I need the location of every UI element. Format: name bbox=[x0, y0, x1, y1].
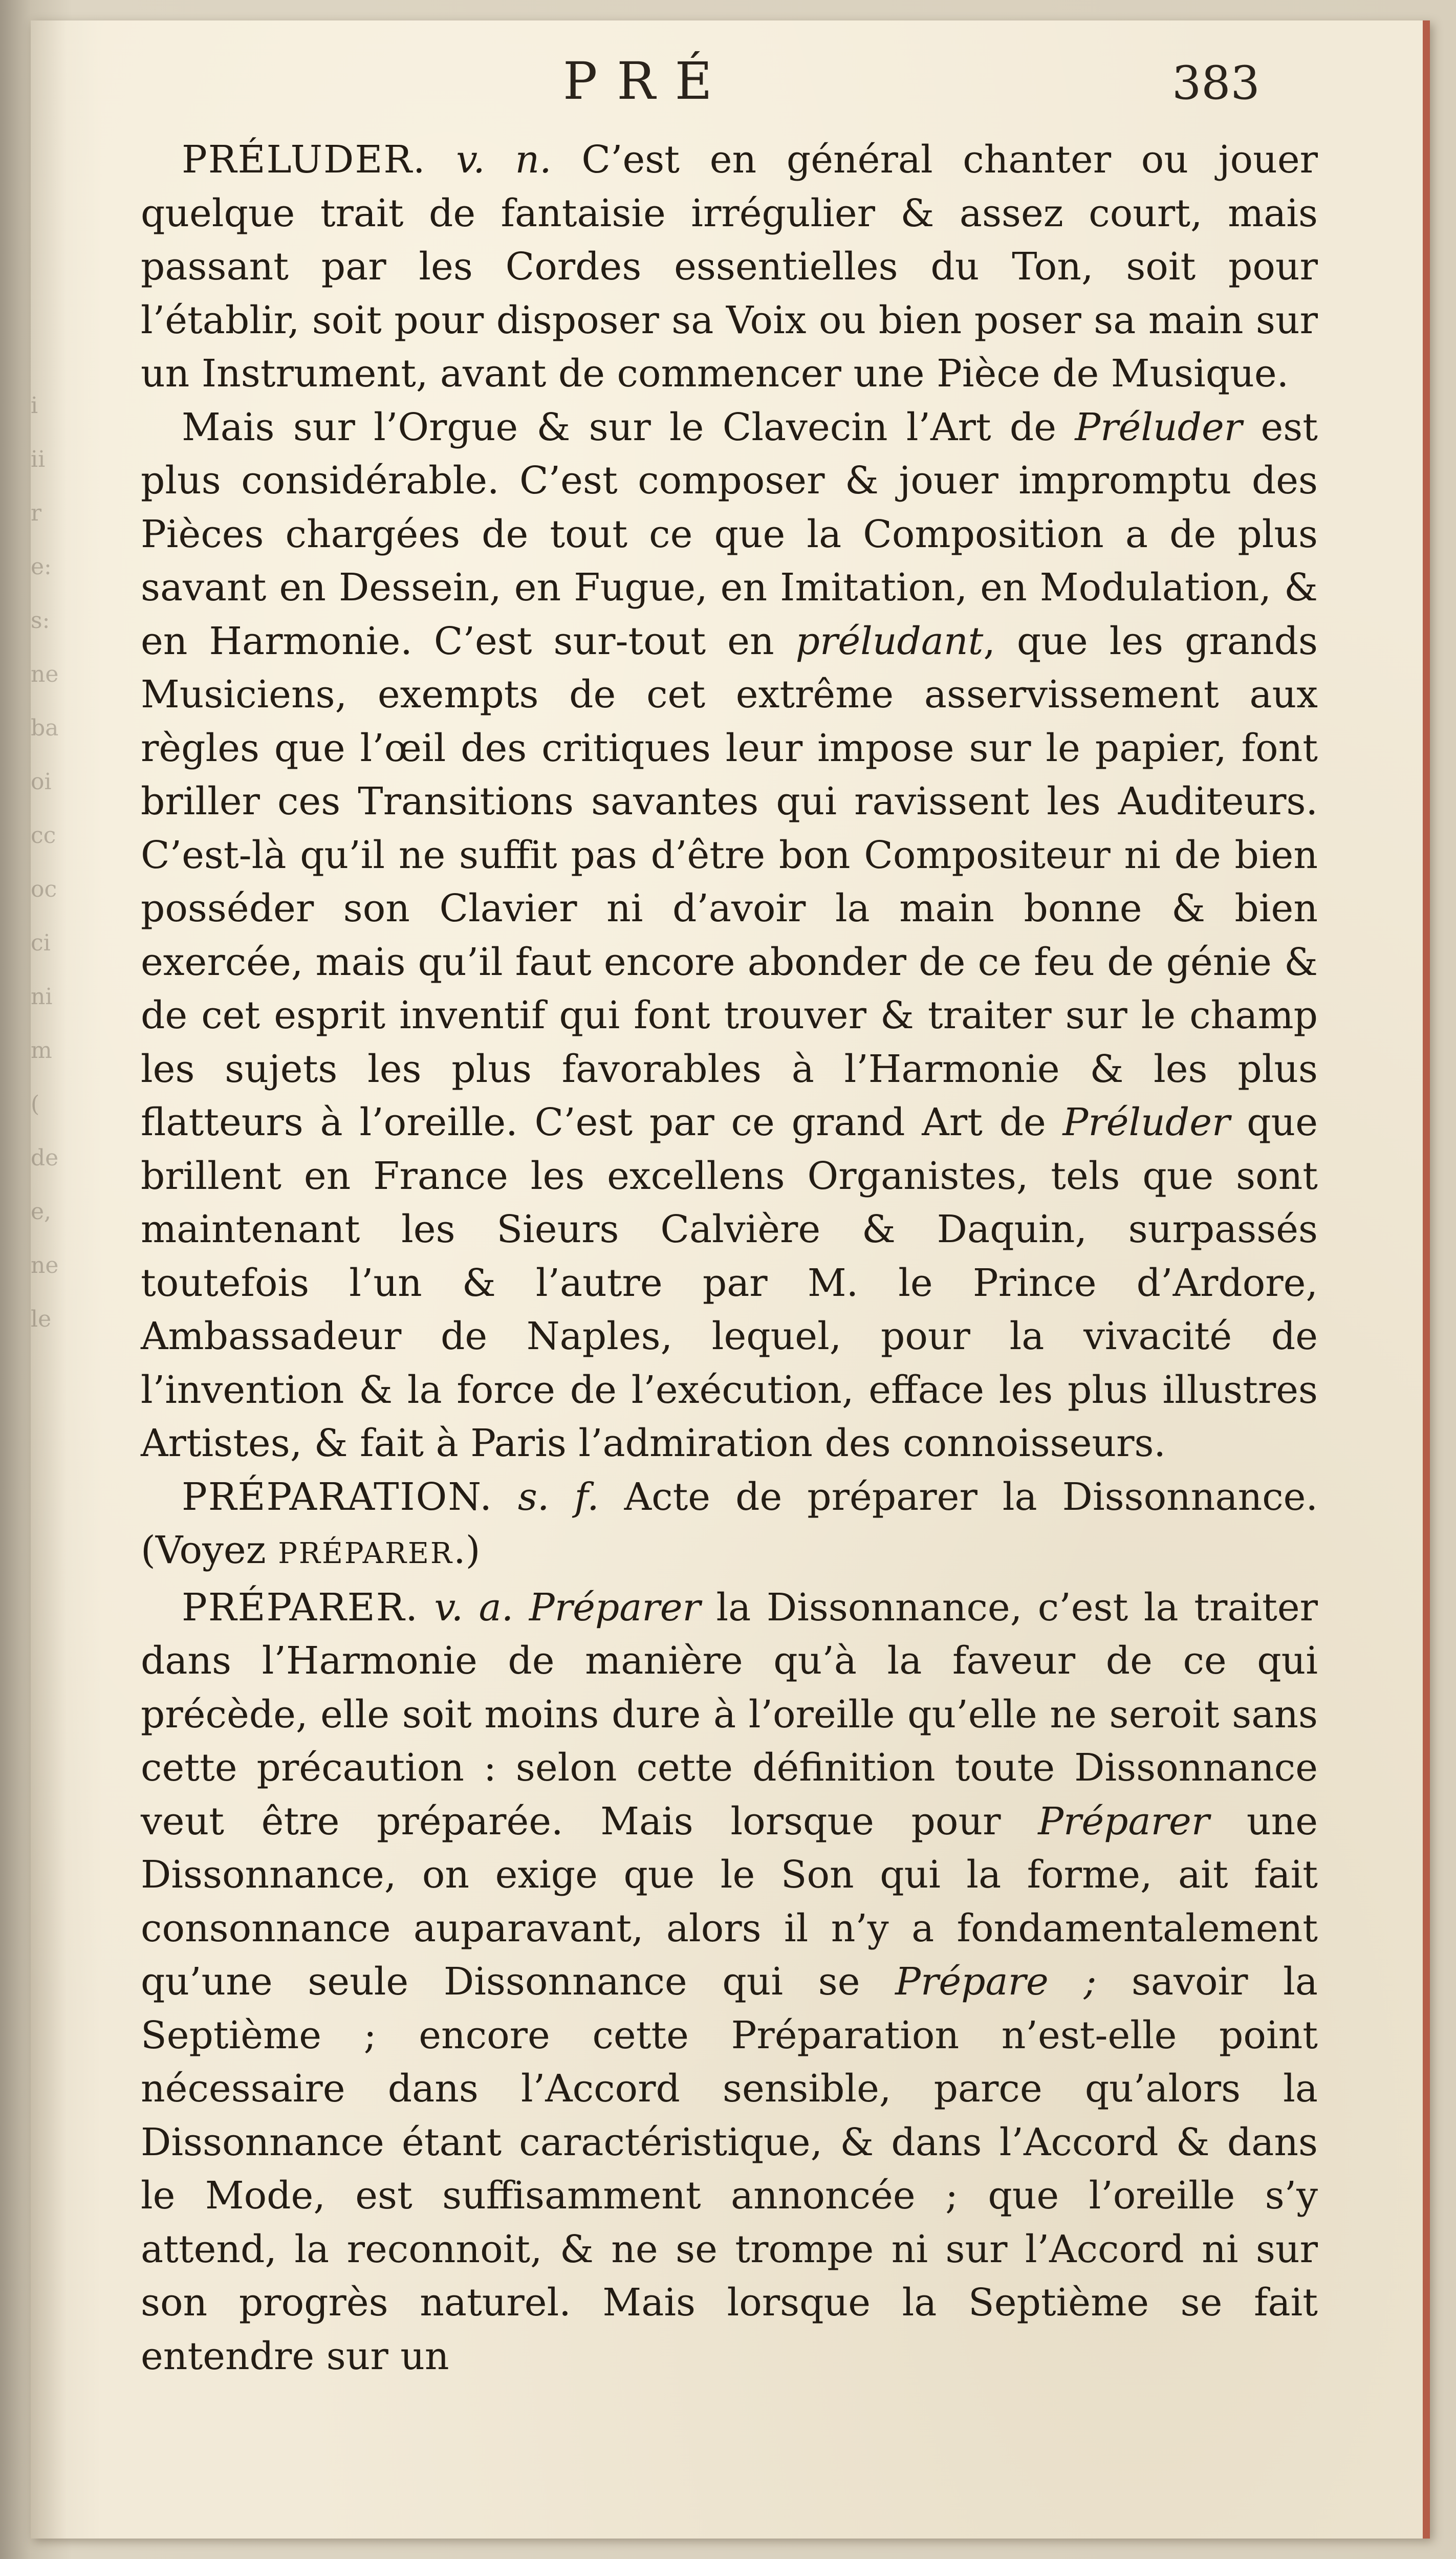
bleed-fragment: r bbox=[31, 500, 42, 526]
paragraph bbox=[141, 133, 1318, 401]
grammar-label: v. n. bbox=[456, 138, 552, 182]
entry-headword: PRÉPARATION. bbox=[182, 1474, 493, 1519]
entry-headword: PRÉLUDER. bbox=[182, 138, 426, 182]
italic-run: Préparer bbox=[1038, 1799, 1210, 1844]
italic-run: Prépare ; bbox=[895, 1960, 1097, 2004]
text-run: Acte de préparer la Dissonnance. (Voyez bbox=[141, 1474, 1318, 1572]
bleed-fragment: cc bbox=[31, 822, 56, 849]
text-run: Mais sur l’Orgue & sur le Clavecin l’Art de bbox=[182, 405, 1075, 449]
body-text bbox=[141, 133, 1318, 2383]
small-caps-run: PRÉPARER bbox=[278, 1537, 454, 1570]
bleed-fragment: ne bbox=[31, 1252, 59, 1278]
bleed-fragment: ba bbox=[31, 715, 59, 741]
italic-run: Préluder bbox=[1062, 1100, 1230, 1144]
text-run: la Dissonnance, c’est la traiter dans l’Harmonie de manière qu’à la faveur de ce qui précède, elle soit moins dure à l’oreille qu’elle ne seroit sans cette précaution : selon cette définition toute Dissonnance veut être préparée. Mais lorsque pour bbox=[141, 1585, 1318, 1844]
margin-bleed-through bbox=[31, 379, 61, 1332]
bleed-fragment: ni bbox=[31, 984, 53, 1010]
bleed-fragment: i bbox=[31, 393, 38, 419]
italic-run: préludant bbox=[795, 619, 984, 663]
paragraph bbox=[141, 1581, 1318, 2383]
bleed-fragment: ( bbox=[31, 1091, 40, 1117]
italic-run: Préluder bbox=[1075, 405, 1243, 449]
bleed-fragment: e: bbox=[31, 554, 52, 580]
text-run: est plus considérable. C’est composer & jouer impromptu des Pièces chargées de tout ce que la Composition a de plus savant en Dessein, en Fugue, en Imitation, en Modulation, & en Harmonie. C’est sur-tout en bbox=[141, 405, 1318, 663]
book-page bbox=[31, 20, 1430, 2539]
bleed-fragment: m bbox=[31, 1037, 52, 1064]
page-number: 383 bbox=[1172, 56, 1260, 110]
grammar-label: s. f. bbox=[517, 1474, 599, 1519]
text-run: .) bbox=[453, 1528, 481, 1572]
text-run: savoir la Septième ; encore cette Préparation n’est-elle point nécessaire dans l’Accord sensible, parce qu’alors la Dissonnance étant caractéristique, & dans l’Accord & dans le Mode, est suffisamment annoncée ; que l’oreille s’y attend, la reconnoit, & ne se trompe ni sur l’Accord ni sur son progrès naturel. Mais lorsque la Septième se fait entendre sur un bbox=[141, 1960, 1318, 2378]
paragraph bbox=[141, 1470, 1318, 1581]
bleed-fragment: s: bbox=[31, 608, 50, 634]
text-run: que brillent en France les excellens Organistes, tels que sont maintenant les Sieurs Calvière & Daquin, surpassés toutefois l’un & l’autre par M. le Prince d’Ardore, Ambassadeur de Naples, lequel, pour la vivacité de l’invention & la force de l’exécution, efface les plus illustres Artistes, & fait à Paris l’admiration des connoisseurs. bbox=[141, 1100, 1318, 1465]
text-run: C’est en général chanter ou jouer quelque trait de fantaisie irrégulier & assez court, mais passant par les Cordes essentielles du Ton, soit pour l’établir, soit pour disposer sa Voix ou bien poser sa main sur un Instrument, avant de commencer une Pièce de Musique. bbox=[141, 138, 1318, 396]
bleed-fragment: ii bbox=[31, 446, 46, 472]
bleed-fragment: oc bbox=[31, 876, 57, 902]
text-run bbox=[513, 1586, 529, 1630]
bleed-fragment: e, bbox=[31, 1199, 52, 1225]
running-head bbox=[31, 51, 1423, 113]
entry-headword: PRÉPARER. bbox=[182, 1585, 419, 1630]
bleed-fragment: de bbox=[31, 1145, 59, 1171]
italic-run: Préparer bbox=[529, 1585, 701, 1630]
bleed-fragment: le bbox=[31, 1306, 52, 1332]
bleed-fragment: oi bbox=[31, 769, 52, 795]
running-title: PRÉ bbox=[563, 51, 732, 111]
grammar-label: v. a. bbox=[434, 1585, 514, 1630]
paragraph bbox=[141, 401, 1318, 1470]
text-run: , que les grands Musiciens, exempts de cet extrême asservissement aux règles que l’œil des critiques leur impose sur le papier, font briller ces Transitions savantes qui ravissent les Auditeurs. C’est-là qu’il ne suffit pas d’être bon Compositeur ni de bien posséder son Clavier ni d’avoir la main bonne & bien exercée, mais qu’il faut encore abonder de ce feu de génie & de cet esprit inventif qui font trouver & traiter sur le champ les sujets les plus favorables à l’Harmonie & les plus flatteurs à l’oreille. C’est par ce grand Art de bbox=[141, 619, 1318, 1144]
bleed-fragment: ci bbox=[31, 930, 51, 956]
text-run: une Dissonnance, on exige que le Son qui la forme, ait fait consonnance auparavant, alors il n’y a fondamentalement qu’une seule Dissonnance qui se bbox=[141, 1799, 1318, 2004]
bleed-fragment: ne bbox=[31, 661, 59, 687]
